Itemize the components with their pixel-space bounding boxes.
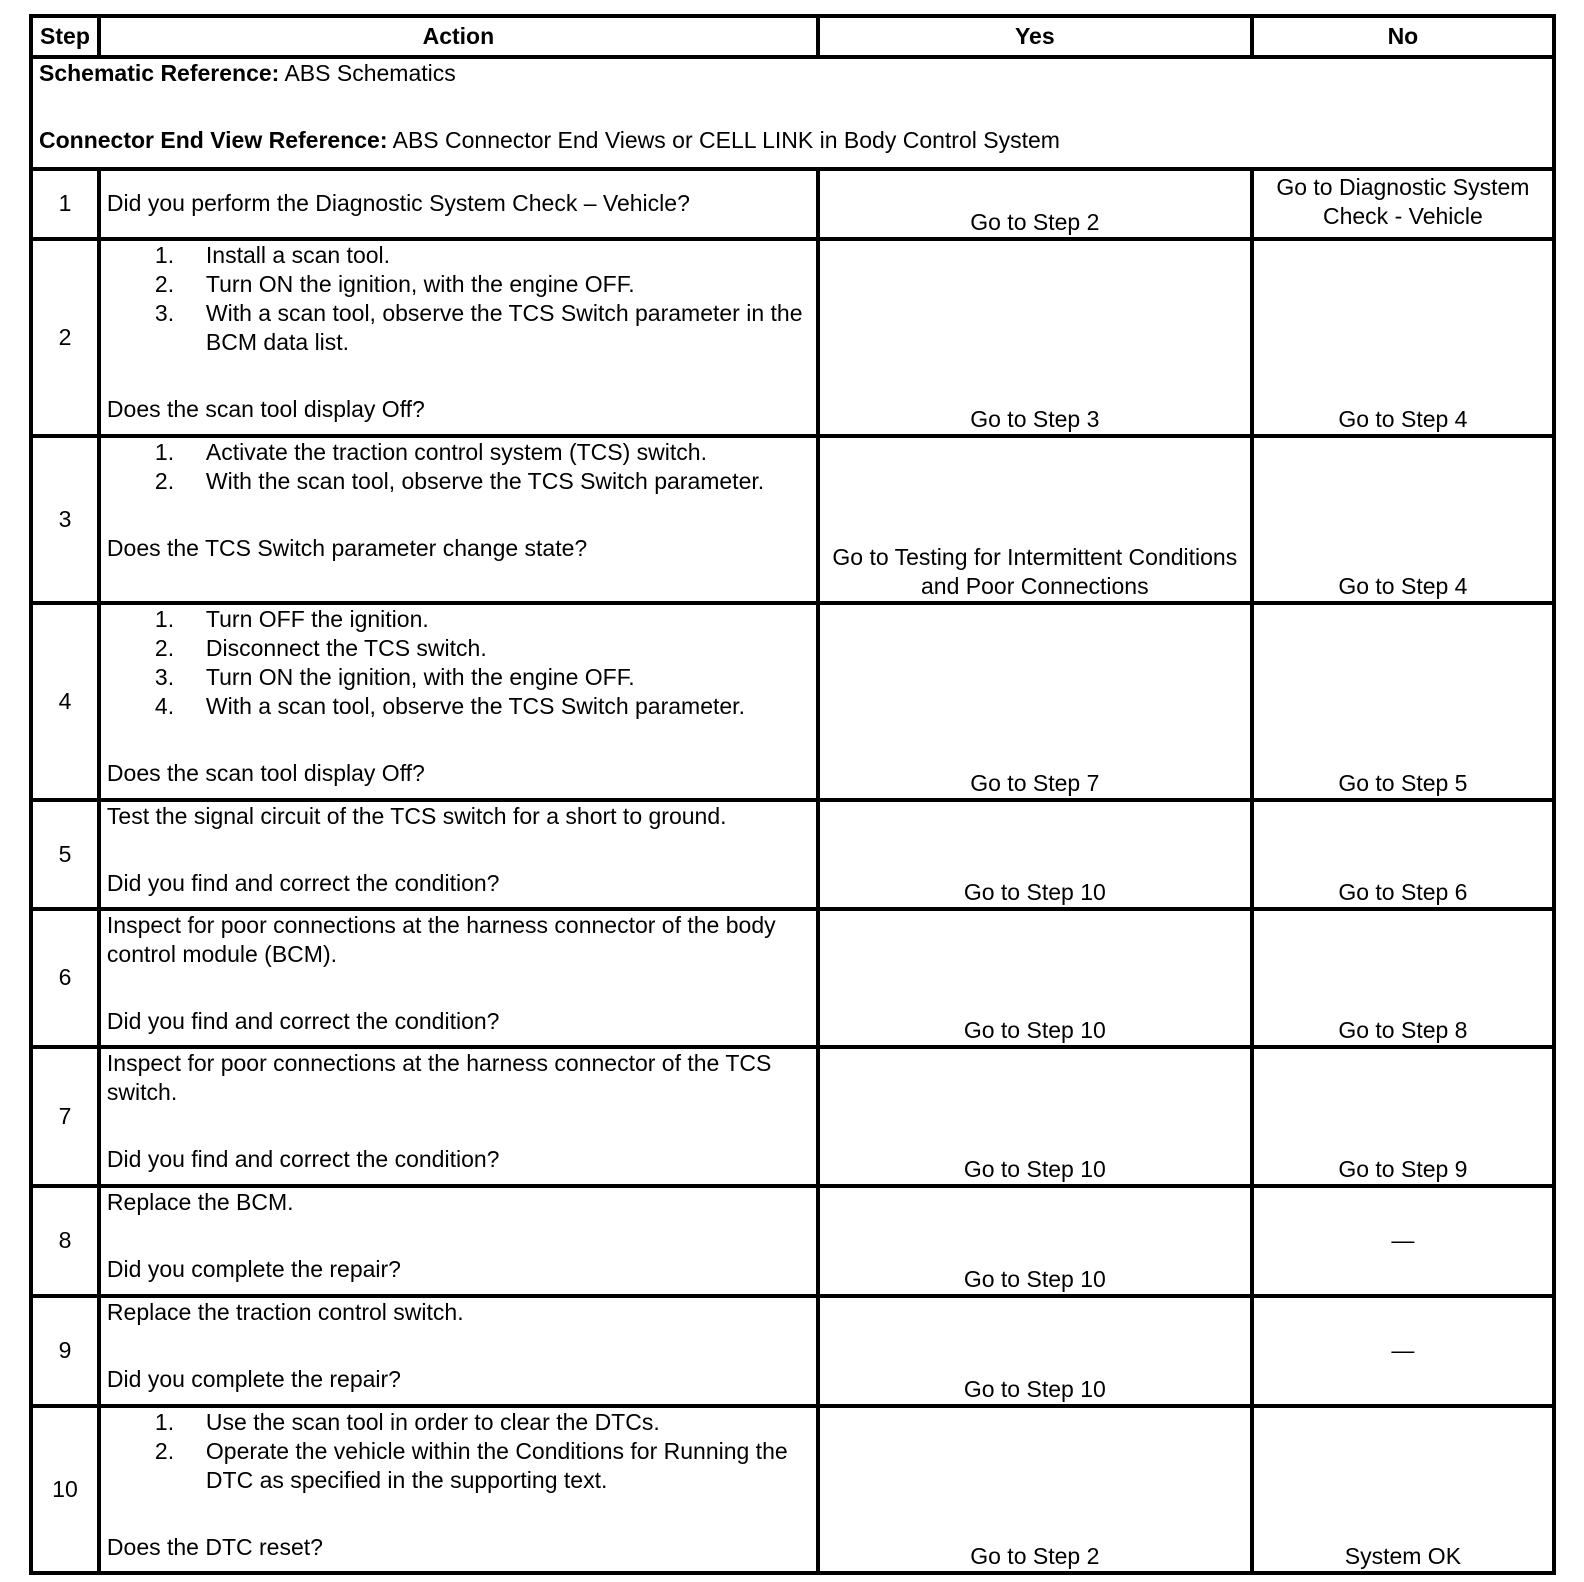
list-item: 2. Disconnect the TCS switch.: [154, 634, 487, 661]
table-row: [31, 1406, 1554, 1573]
action-question: Does the DTC reset?: [106, 1533, 323, 1560]
list-item: 1. Use the scan tool in order to clear the DTCs.: [154, 1408, 660, 1435]
action-cell: [99, 603, 818, 800]
yes-cell: Go to Step 10: [818, 1186, 1252, 1296]
list-item: 2. Turn ON the ignition, with the engine OFF.: [154, 271, 635, 298]
list-item: 1. Turn OFF the ignition.: [154, 605, 429, 632]
action-question: Did you complete the repair?: [106, 1255, 401, 1282]
step-number: 8: [31, 1186, 99, 1296]
list-item: 2. Operate the vehicle within the Conditions for Running the DTC as specified in the supporting text.: [154, 1437, 788, 1493]
table-row: [31, 169, 1554, 239]
header-no: No: [1252, 16, 1554, 57]
yes-cell: Go to Step 10: [818, 1047, 1252, 1186]
diagnostic-table: [29, 14, 1556, 1575]
no-cell: Go to Step 6: [1252, 800, 1554, 909]
no-cell: Go to Step 4: [1252, 436, 1554, 603]
action-question: Did you find and correct the condition?: [106, 1007, 500, 1034]
list-item: 2. With the scan tool, observe the TCS Switch parameter.: [154, 467, 765, 494]
action-question: Did you find and correct the condition?: [106, 869, 500, 896]
schematic-reference-value: ABS Schematics: [279, 59, 456, 86]
header-step: Step: [31, 16, 99, 57]
action-steps-list: [107, 438, 810, 496]
no-cell: —: [1252, 1296, 1554, 1406]
table-row: [31, 239, 1554, 436]
action-steps-list: [107, 1408, 810, 1495]
no-cell: Go to Step 4: [1252, 239, 1554, 436]
step-number: 3: [31, 436, 99, 603]
action-instruction: Replace the BCM.: [106, 1188, 294, 1215]
no-cell: System OK: [1252, 1406, 1554, 1573]
action-instruction: Test the signal circuit of the TCS switch for a short to ground.: [106, 802, 727, 829]
action-cell: [99, 169, 818, 239]
step-number: 1: [31, 169, 99, 239]
action-question: Does the scan tool display Off?: [106, 759, 425, 786]
step-number: 2: [31, 239, 99, 436]
action-instruction: Replace the traction control switch.: [106, 1298, 464, 1325]
action-steps-list: [107, 241, 810, 357]
reference-row: [31, 57, 1554, 169]
step-number: 9: [31, 1296, 99, 1406]
list-item: 3. With a scan tool, observe the TCS Switch parameter in the BCM data list.: [154, 300, 803, 356]
step-number: 5: [31, 800, 99, 909]
yes-cell: Go to Step 10: [818, 909, 1252, 1048]
action-steps-list: [107, 605, 810, 721]
action-cell: [99, 1406, 818, 1573]
no-cell: —: [1252, 1186, 1554, 1296]
no-cell: Go to Step 8: [1252, 909, 1554, 1048]
action-cell: [99, 800, 818, 909]
action-cell: [99, 909, 818, 1048]
action-question: Does the scan tool display Off?: [106, 396, 425, 423]
table-row: [31, 1296, 1554, 1406]
step-number: 4: [31, 603, 99, 800]
action-cell: [99, 239, 818, 436]
step-number: 10: [31, 1406, 99, 1573]
table-row: [31, 1047, 1554, 1186]
list-item: 3. Turn ON the ignition, with the engine OFF.: [154, 663, 635, 690]
connector-reference-label: Connector End View Reference:: [39, 126, 388, 153]
header-action: Action: [99, 16, 818, 57]
action-question: Does the TCS Switch parameter change state?: [106, 534, 588, 561]
action-instruction: Inspect for poor connections at the harness connector of the TCS switch.: [106, 1050, 772, 1106]
step-number: 6: [31, 909, 99, 1048]
yes-cell: Go to Step 3: [818, 239, 1252, 436]
header-row: [31, 16, 1554, 57]
action-cell: [99, 1296, 818, 1406]
yes-cell: Go to Step 2: [818, 169, 1252, 239]
table-row: [31, 909, 1554, 1048]
action-cell: [99, 436, 818, 603]
step-number: 7: [31, 1047, 99, 1186]
action-instruction: Did you perform the Diagnostic System Check – Vehicle?: [106, 190, 690, 217]
schematic-reference-label: Schematic Reference:: [39, 59, 280, 86]
no-cell: Go to Step 9: [1252, 1047, 1554, 1186]
action-instruction: Inspect for poor connections at the harness connector of the body control module (BCM).: [106, 911, 776, 967]
yes-cell: Go to Step 7: [818, 603, 1252, 800]
action-question: Did you complete the repair?: [106, 1365, 401, 1392]
yes-cell: Go to Step 2: [818, 1406, 1252, 1573]
yes-cell: Go to Testing for Intermittent Conditions and Poor Connections: [818, 436, 1252, 603]
action-cell: [99, 1186, 818, 1296]
reference-cell: [31, 57, 1554, 169]
table-row: [31, 436, 1554, 603]
yes-cell: Go to Step 10: [818, 1296, 1252, 1406]
list-item: 4. With a scan tool, observe the TCS Switch parameter.: [154, 692, 745, 719]
no-cell: Go to Step 5: [1252, 603, 1554, 800]
action-question: Did you find and correct the condition?: [106, 1146, 500, 1173]
table-row: [31, 1186, 1554, 1296]
connector-reference-value: ABS Connector End Views or CELL LINK in Body Control System: [387, 126, 1060, 153]
action-cell: [99, 1047, 818, 1186]
table-row: [31, 800, 1554, 909]
header-yes: Yes: [818, 16, 1252, 57]
no-cell: Go to Diagnostic System Check - Vehicle: [1252, 169, 1554, 239]
list-item: 1. Activate the traction control system (TCS) switch.: [154, 438, 707, 465]
yes-cell: Go to Step 10: [818, 800, 1252, 909]
table-row: [31, 603, 1554, 800]
list-item: 1. Install a scan tool.: [154, 242, 391, 269]
